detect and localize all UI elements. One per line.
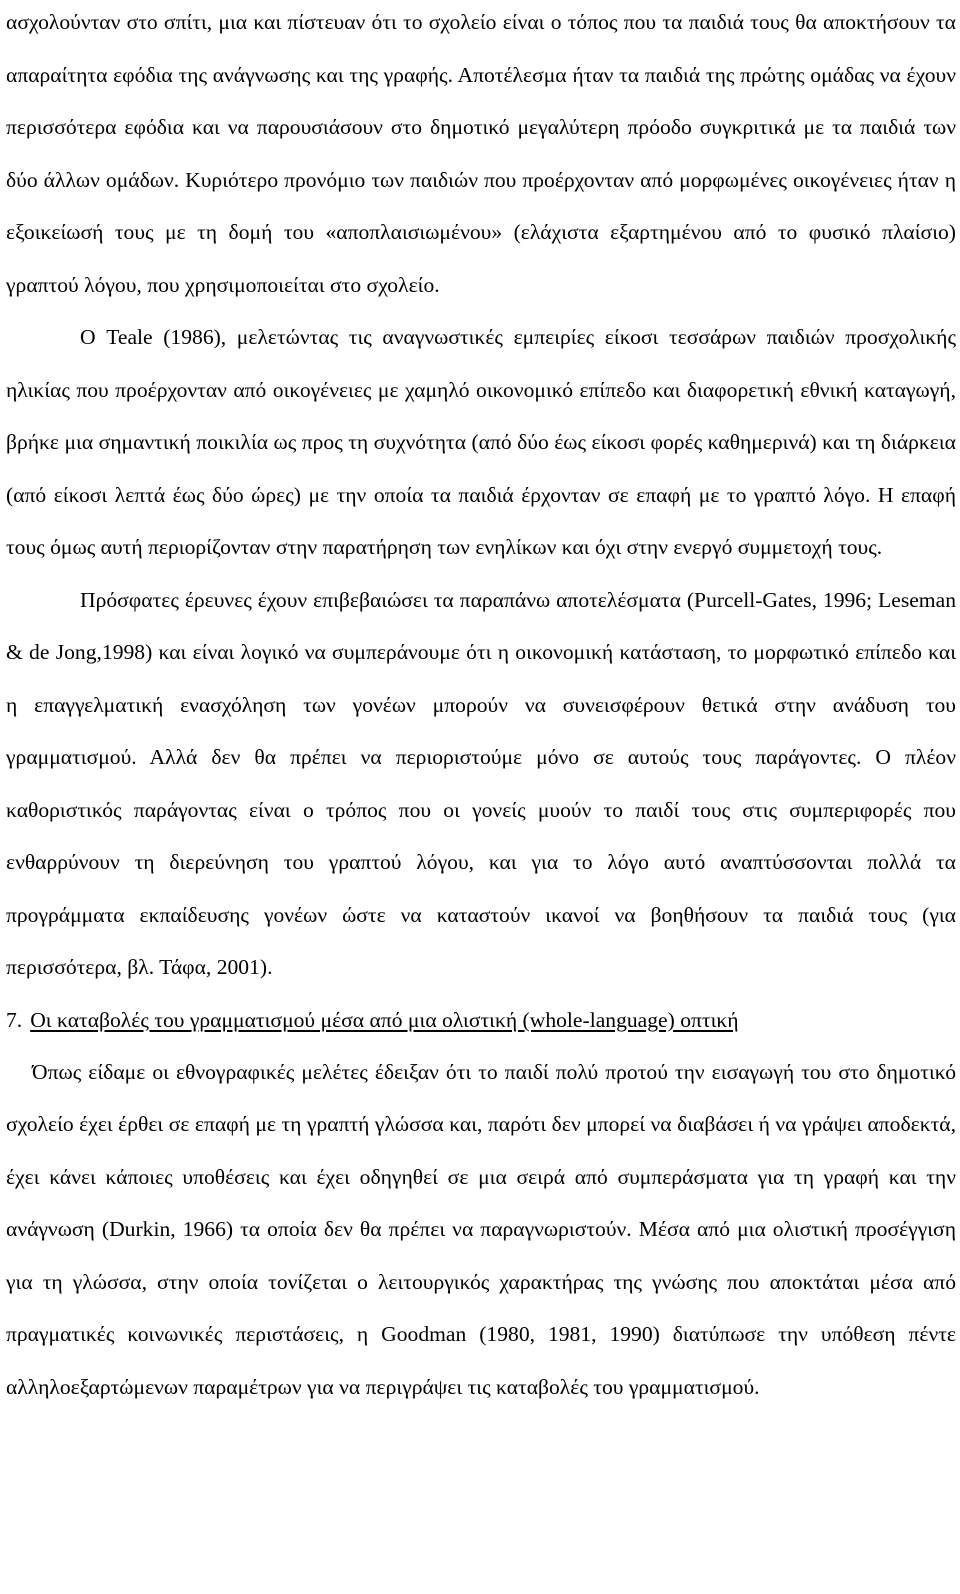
paragraph-continuation: ασχολούνταν στο σπίτι, μια και πίστευαν ότι το σχολείο είναι ο τόπος που τα παιδιά τους θα αποκτήσουν τα απαραίτητα εφόδια της ανάγνωσης και της γραφής. Αποτέλεσμα ήταν τα παιδιά της πρώτης ομάδας να έχουν περισσότερα εφόδια και να παρουσιάσουν στο δημοτικό μεγαλύτερη πρόοδο συγκριτικά με τα παιδιά των δύο άλλων ομάδων. Κυριότερο προνόμιο των παιδιών που προέρχονταν από μορφωμένες οικογένειες ήταν η εξοικείωσή τους με τη δομή του «αποπλαισιωμένου» (ελάχιστα εξαρτημένου από το φυσικό πλαίσιο) γραπτού λόγου, που χρησιμοποιείται στο σχολείο.: [6, 10, 956, 297]
section-title: Οι καταβολές του γραμματισμού μέσα από μια ολιστική (whole-language) οπτική: [30, 1007, 739, 1032]
paragraph-whole-language: Όπως είδαμε οι εθνογραφικές μελέτες έδειξαν ότι το παιδί πολύ προτού την εισαγωγή του στο δημοτικό σχολείο έχει έρθει σε επαφή με τη γραπτή γλώσσα και, παρότι δεν μπορεί να διαβάσει ή να γράψει αποδεκτά, έχει κάνει κάποιες υποθέσεις και έχει οδηγηθεί σε μια σειρά από συμπεράσματα για τη γραφή και την ανάγνωση (Durkin, 1966) τα οποία δεν θα πρέπει να παραγνωριστούν. Μέσα από μια ολιστική προσέγγιση για τη γλώσσα, στην οποία τονίζεται ο λειτουργικός χαρακτήρας της γνώσης που αποκτάται μέσα από πραγματικές κοινωνικές περιστάσεις, η Goodman (1980, 1981, 1990) διατύπωσε την υπόθεση πέντε αλληλοεξαρτώμενων παραμέτρων για να περιγράψει τις καταβολές του γραμματισμού.: [6, 1059, 956, 1399]
section-heading: [6, 994, 956, 1046]
section-number: 7.: [6, 1007, 23, 1032]
paragraph-recent-research: Πρόσφατες έρευνες έχουν επιβεβαιώσει τα παραπάνω αποτελέσματα (Purcell-Gates, 1996; Leseman & de Jong,1998) και είναι λογικό να συμπεράνουμε ότι η οικονομική κατάσταση, το μορφωτικό επίπεδο και η επαγγελματική ενασχόληση των γονέων μπορούν να συνεισφέρουν θετικά στην ανάδυση του γραμματισμού. Αλλά δεν θα πρέπει να περιοριστούμε μόνο σε αυτούς τους παράγοντες. Ο πλέον καθοριστικός παράγοντας είναι ο τρόπος που οι γονείς μυούν το παιδί τους στις συμπεριφορές που ενθαρρύνουν τη διερεύνηση του γραπτού λόγου, και για το λόγο αυτό αναπτύσσονται πολλά τα προγράμματα εκπαίδευσης γονέων ώστε να καταστούν ικανοί να βοηθήσουν τα παιδιά τους (για περισσότερα, βλ. Τάφα, 2001).: [6, 587, 956, 979]
paragraph-teale: Ο Teale (1986), μελετώντας τις αναγνωστικές εμπειρίες είκοσι τεσσάρων παιδιών προσχολικής ηλικίας που προέρχονταν από οικογένειες με χαμηλό οικονομικό επίπεδο και διαφορετική εθνική καταγωγή, βρήκε μια σημαντική ποικιλία ως προς τη συχνότητα (από δύο έως είκοσι φορές καθημερινά) και τη διάρκεια (από είκοσι λεπτά έως δύο ώρες) με την οποία τα παιδιά έρχονταν σε επαφή με το γραπτό λόγο. Η επαφή τους όμως αυτή περιορίζονταν στην παρατήρηση των ενηλίκων και όχι στην ενεργό συμμετοχή τους.: [6, 325, 956, 559]
document-page: [6, 0, 956, 1413]
